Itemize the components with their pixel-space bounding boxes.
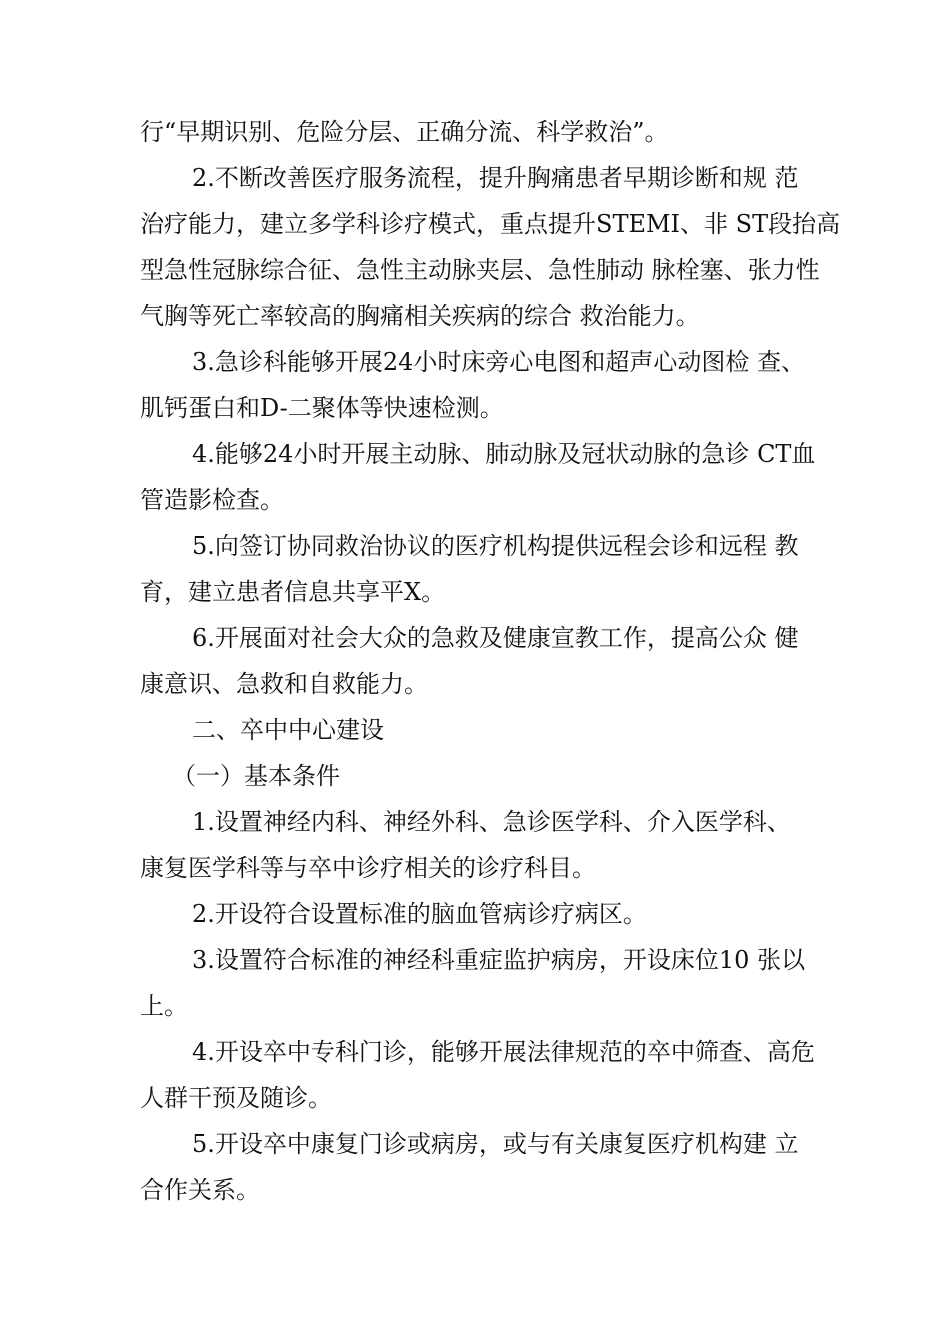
paragraph-line — [140, 661, 840, 707]
document-body — [140, 109, 840, 1213]
paragraph-line — [140, 155, 840, 201]
text-line: 5.向签订协同救治协议的医疗机构提供远程会诊和远程 教 — [192, 532, 799, 560]
section-heading-text: 二、卒中中心建设 — [192, 716, 384, 744]
text-line: 1.设置神经内科、神经外科、急诊医学科、介入医学科、 — [192, 808, 791, 836]
paragraph-line — [140, 1029, 840, 1075]
text-line: 育，建立患者信息共享平X。 — [140, 578, 446, 606]
paragraph-line — [140, 247, 840, 293]
text-line: 行“早期识别、危险分层、正确分流、科学救治”。 — [140, 118, 669, 146]
text-line: 治疗能力，建立多学科诊疗模式，重点提升STEMI、非 ST段抬高 — [140, 210, 841, 238]
text-line: 肌钙蛋白和D-二聚体等快速检测。 — [140, 394, 504, 422]
paragraph-line — [140, 431, 840, 477]
paragraph-line — [140, 983, 840, 1029]
paragraph-line — [140, 109, 840, 155]
text-line: 3.设置符合标准的神经科重症监护病房，开设床位10 张以 — [192, 946, 806, 974]
text-line: 康复医学科等与卒中诊疗相关的诊疗科目。 — [140, 854, 596, 882]
text-line: 3.急诊科能够开展24小时床旁心电图和超声心动图检 查、 — [192, 348, 806, 376]
paragraph-line — [140, 1075, 840, 1121]
text-line: 合作关系。 — [140, 1176, 260, 1204]
text-line: 6.开展面对社会大众的急救及健康宣教工作，提高公众 健 — [192, 624, 799, 652]
subsection-heading — [140, 753, 840, 799]
paragraph-line — [140, 937, 840, 983]
text-line: 2.开设符合设置标准的脑血管病诊疗病区。 — [192, 900, 647, 928]
paragraph-line — [140, 201, 840, 247]
text-line: 型急性冠脉综合征、急性主动脉夹层、急性肺动 脉栓塞、张力性 — [140, 256, 820, 284]
paragraph-line — [140, 477, 840, 523]
paragraph-line — [140, 293, 840, 339]
paragraph-line — [140, 569, 840, 615]
paragraph-line — [140, 523, 840, 569]
subsection-heading-text: （一）基本条件 — [172, 762, 340, 790]
paragraph-line — [140, 615, 840, 661]
section-heading — [140, 707, 840, 753]
text-line: 5.开设卒中康复门诊或病房，或与有关康复医疗机构建 立 — [192, 1130, 799, 1158]
text-line: 管造影检查。 — [140, 486, 284, 514]
paragraph-line — [140, 845, 840, 891]
paragraph-line — [140, 799, 840, 845]
paragraph-line — [140, 385, 840, 431]
text-line: 康意识、急救和自救能力。 — [140, 670, 428, 698]
paragraph-line — [140, 339, 840, 385]
paragraph-line — [140, 1167, 840, 1213]
paragraph-line — [140, 1121, 840, 1167]
paragraph-line — [140, 891, 840, 937]
text-line: 4.开设卒中专科门诊，能够开展法律规范的卒中筛查、高危 — [192, 1038, 815, 1066]
text-line: 2.不断改善医疗服务流程，提升胸痛患者早期诊断和规 范 — [192, 164, 799, 192]
text-line: 人群干预及随诊。 — [140, 1084, 332, 1112]
text-line: 4.能够24小时开展主动脉、肺动脉及冠状动脉的急诊 CT血 — [192, 440, 816, 468]
text-line: 上。 — [140, 992, 188, 1020]
text-line: 气胸等死亡率较高的胸痛相关疾病的综合 救治能力。 — [140, 302, 700, 330]
